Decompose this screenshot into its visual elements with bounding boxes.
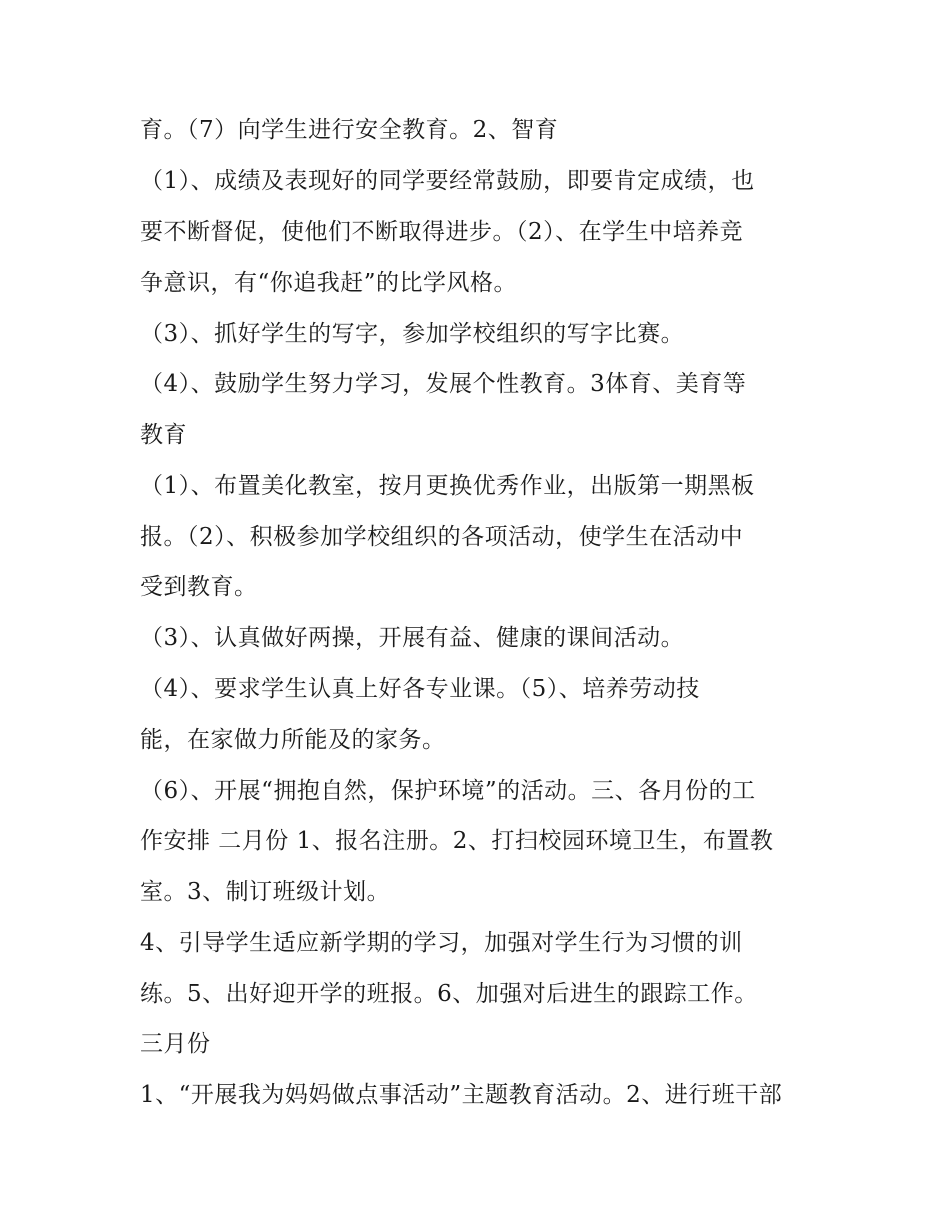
text-line: 1、“开展我为妈妈做点事活动”主题教育活动。2、进行班干部 xyxy=(140,1082,783,1108)
text-line: 能，在家做力所能及的家务。 xyxy=(140,727,446,753)
text-line: 育。（7）向学生进行安全教育。2、智育 xyxy=(140,117,559,143)
text-line: （1）、布置美化教室，按月更换优秀作业，出版第一期黑板 xyxy=(140,473,755,499)
text-line: 教育 xyxy=(140,422,187,448)
text-line: （6）、开展“拥抱自然，保护环境”的活动。三、各月份的工 xyxy=(140,778,756,804)
text-line: （3）、抓好学生的写字，参加学校组织的写字比赛。 xyxy=(140,321,685,347)
text-line: 作安排 二月份 1、报名注册。2、打扫校园环境卫生，布置教 xyxy=(140,828,774,854)
text-line: （1）、成绩及表现好的同学要经常鼓励，即要肯定成绩，也 xyxy=(140,168,755,194)
text-line: 练。5、出好迎开学的班报。6、加强对后进生的跟踪工作。 xyxy=(140,981,758,1007)
text-line: 三月份 xyxy=(140,1031,211,1057)
text-line: （4）、要求学生认真上好各专业课。（5）、培养劳动技 xyxy=(140,676,700,702)
text-line: 受到教育。 xyxy=(140,574,258,600)
text-line: （4）、鼓励学生努力学习，发展个性教育。3体育、美育等 xyxy=(140,371,747,397)
text-line: 要不断督促，使他们不断取得进步。（2）、在学生中培养竞 xyxy=(140,219,744,245)
text-line: 4、引导学生适应新学期的学习，加强对学生行为习惯的训 xyxy=(140,930,743,956)
text-line: 报。（2）、积极参加学校组织的各项活动，使学生在活动中 xyxy=(140,524,744,550)
text-line: 室。3、制订班级计划。 xyxy=(140,879,391,905)
text-line: （3）、认真做好两操，开展有益、健康的课间活动。 xyxy=(140,625,685,651)
text-line: 争意识，有“你追我赶”的比学风格。 xyxy=(140,270,518,296)
